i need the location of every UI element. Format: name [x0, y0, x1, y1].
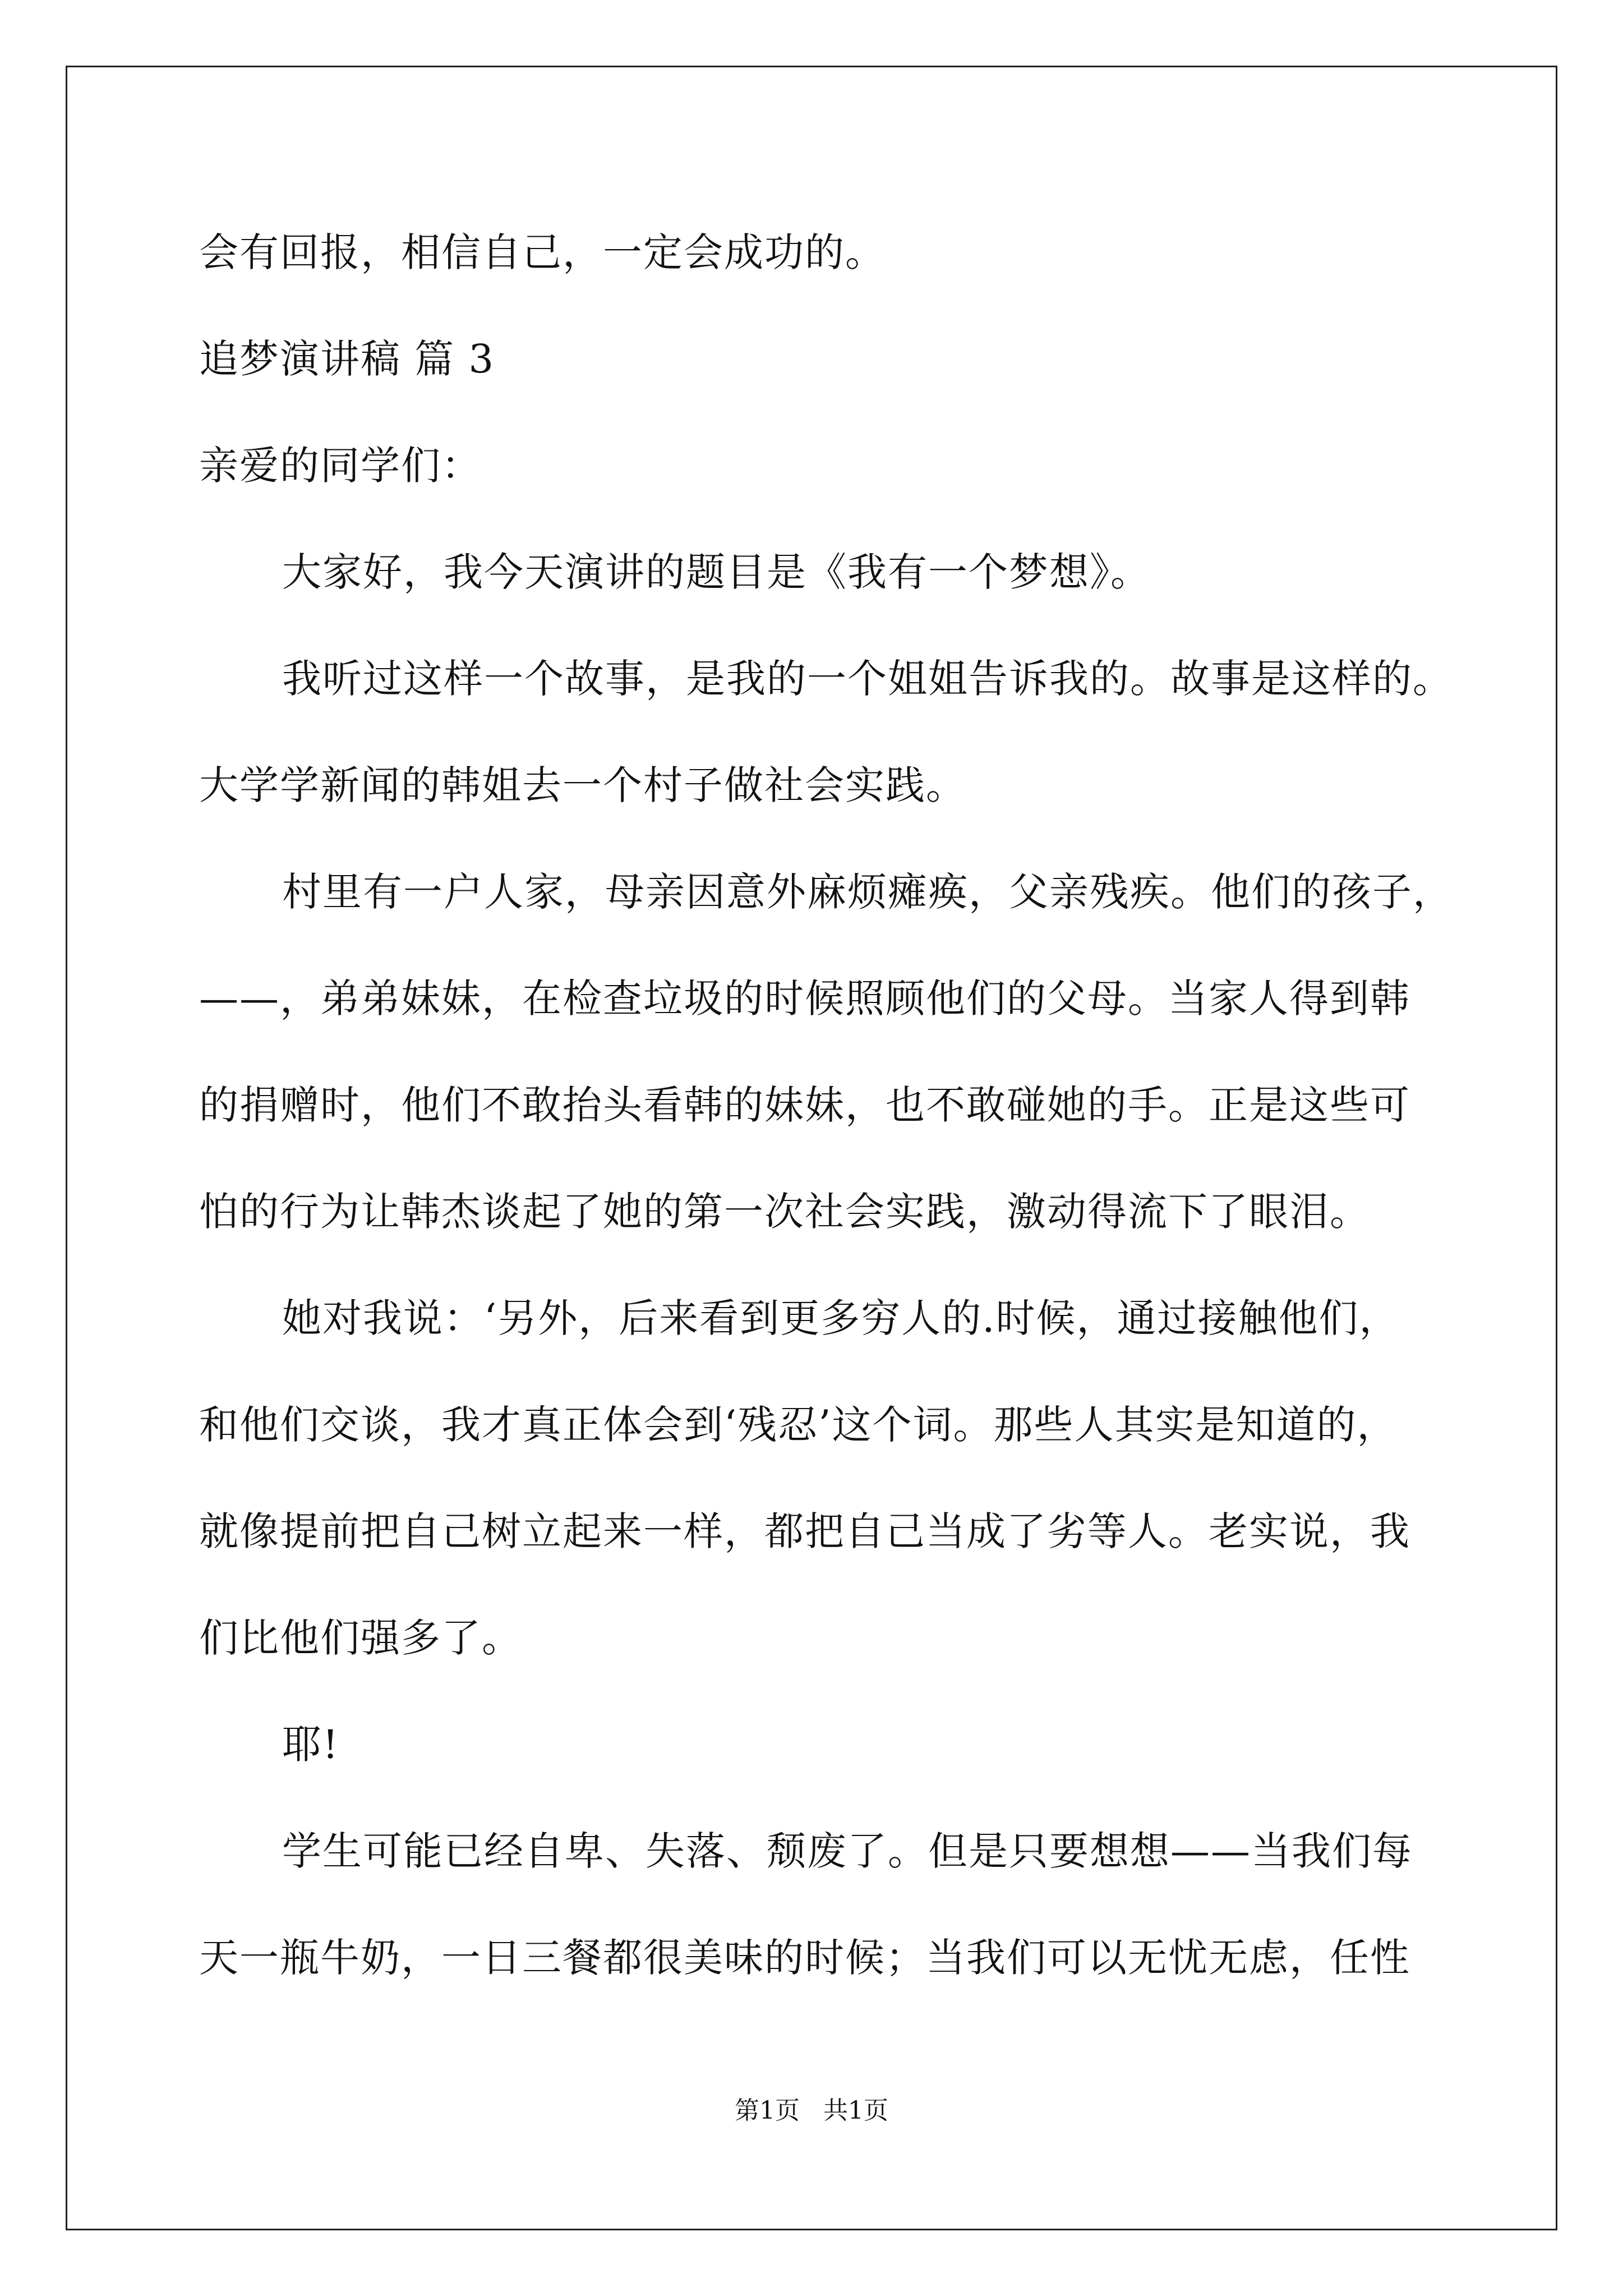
paragraph-line: 大家好，我今天演讲的题目是《我有一个梦想》。 — [282, 549, 1151, 595]
salutation: 亲爱的同学们： — [199, 443, 482, 489]
text-line-continuation: 会有回报，相信自己，一定会成功的。 — [199, 229, 886, 275]
paragraph-line: 我听过这样一个故事，是我的一个姐姐告诉我的。故事是这样的。 — [282, 656, 1453, 702]
paragraph-line: 和他们交谈，我才真正体会到‘残忍’这个词。那些人其实是知道的， — [199, 1402, 1398, 1448]
paragraph-line: 学生可能已经自卑、失落、颓废了。但是只要想想——当我们每 — [282, 1828, 1413, 1874]
paragraph-line: 们比他们强多了。 — [199, 1615, 522, 1661]
page-footer: 第1页 共1页 — [735, 2096, 888, 2125]
paragraph-line: 的捐赠时，他们不敢抬头看韩的妹妹，也不敢碰她的手。正是这些可 — [199, 1082, 1410, 1128]
paragraph-line: 村里有一户人家，母亲因意外麻烦瘫痪，父亲残疾。他们的孩子， — [282, 869, 1453, 915]
paragraph-line: 就像提前把自己树立起来一样，都把自己当成了劣等人。老实说，我 — [199, 1508, 1410, 1554]
paragraph-line: 耶! — [282, 1722, 340, 1768]
paragraph-line: 天一瓶牛奶，一日三餐都很美味的时候；当我们可以无忧无虑，任性 — [199, 1935, 1410, 1981]
section-heading: 追梦演讲稿 篇 3 — [199, 336, 495, 382]
paragraph-line: ——，弟弟妹妹，在检查垃圾的时候照顾他们的父母。当家人得到韩 — [199, 976, 1410, 1022]
paragraph-line: 大学学新闻的韩姐去一个村子做社会实践。 — [199, 762, 966, 808]
paragraph-line: 怕的行为让韩杰谈起了她的第一次社会实践，激动得流下了眼泪。 — [199, 1189, 1370, 1235]
paragraph-line: 她对我说：‘另外，后来看到更多穷人的.时候，通过接触他们， — [282, 1295, 1400, 1341]
page-border — [66, 66, 1557, 2230]
